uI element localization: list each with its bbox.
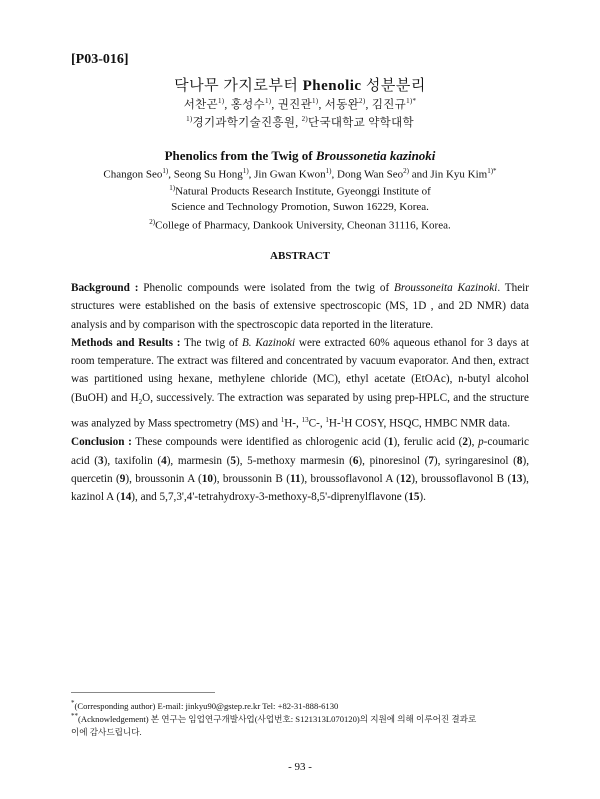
abstract-body: Background : Phenolic compounds were isolated from the twig of Broussoneita Kazinoki. Their structures were established on the basis of extensive spectroscopic (MS, 1D , and 2D NMR) data analysis and by comparison with the spectroscopic data reported in the literature. Methods and Results : The twig of B. Kazinoki were extracted 60% aqueous ethanol for 3 days at room temperature. The extract was filtered and concentrated by vacuum evaporator. And then, extract was partitioned using hexane, methylene chloride (MC), ethyl acetate (EtOAc), n-butyl alcohol (BuOH) and $H_2O$, successively. The extraction was separated by using prep-HPLC, and the structure was analyzed by Mass spectrometry (MS) and $^1$H-, $^{13}$C-, $^1$H-$^1$H COSY, HSQC, HMBC NMR data. Conclusion : These compounds were identified as chlorogenic acid (1), ferulic acid (2), p-coumaric acid (3), taxifolin (4), marmesin (5), 5-methoxy marmesin (6), pinoresinol (7), syringaresinol (8), quercetin (9), broussonin A (10), broussonin B (11), broussoflavonol A (12), broussoflavonol B (13), kazinol A (14), and 5,7,3',4'-tetrahydroxy-3-methoxy-8,5'-diprenylflavone (15). bbox=[71, 282, 530, 504]
korean-affiliations: $^{1)}$경기과학기술진흥원, $^{2)}$단국대학교 약학대학 bbox=[186, 115, 414, 129]
en-author: Dong Wan Seo bbox=[337, 168, 404, 181]
conclusion-label: Conclusion : bbox=[71, 436, 132, 449]
ko-author: 서동완 bbox=[324, 99, 360, 111]
affiliation-1-line-2: Science and Technology Promotion, Suwon 16229, Korea. bbox=[171, 201, 429, 213]
en-author: Jin Gwan Kwon bbox=[254, 168, 326, 181]
korean-title bbox=[0, 74, 600, 95]
ko-affiliation: 경기과학기술진흥원 bbox=[192, 117, 296, 129]
ko-author: 홍성수 bbox=[230, 99, 265, 111]
ko-affiliation: 단국대학교 약학대학 bbox=[308, 117, 414, 129]
korean-title-post: 성분분리 bbox=[361, 78, 426, 94]
en-author: Changon Seo bbox=[103, 168, 163, 181]
ko-author: 서찬곤 bbox=[183, 99, 218, 111]
methods-label: Methods and Results : bbox=[71, 336, 181, 349]
affiliation-1-line-1: $^{1)}$Natural Products Research Institute, Gyeonggi Institute of bbox=[169, 184, 431, 198]
ko-author: 김진규 bbox=[371, 99, 407, 111]
english-title-species: Broussonetia kazinoki bbox=[315, 148, 436, 163]
korean-authors: 서찬곤$^{1)}$, 홍성수$^{1)}$, 권진관$^{1)}$, 서동완$^{2)}$, 김진규$^{1)*}$ bbox=[183, 97, 417, 111]
affiliation-2: $^{2)}$College of Pharmacy, Dankook University, Cheonan 31116, Korea. bbox=[149, 218, 451, 232]
en-author: Jin Kyu Kim bbox=[430, 168, 488, 181]
background-label: Background : bbox=[71, 282, 139, 294]
korean-title-pre: 닥나무 가지로부터 bbox=[174, 78, 303, 94]
abstract-code: [P03-016] bbox=[71, 52, 129, 67]
ko-author: 권진관 bbox=[277, 99, 312, 111]
english-title-pre: Phenolics from the Twig of bbox=[164, 148, 316, 163]
english-title bbox=[0, 148, 600, 164]
footnote-corresponding: *(Corresponding author) E-mail: jinkyu90@gstep.re.kr Tel: +82-31-888-6130 bbox=[71, 699, 339, 711]
footnote-divider bbox=[71, 692, 215, 693]
page-number: - 93 - bbox=[288, 761, 312, 773]
abstract-heading: ABSTRACT bbox=[270, 250, 330, 262]
en-author: Seong Su Hong bbox=[173, 168, 243, 181]
korean-title-bold: Phenolic bbox=[302, 78, 362, 94]
footnote-acknowledgement: **(Acknowledgement) 본 연구는 임업연구개발사업(사업번호: S121313L070120)의 지원에 의해 이루어진 결과로 이에 감사드립니다. bbox=[71, 712, 477, 737]
english-authors: Changon Seo$^{1)}$, Seong Su Hong$^{1)}$, Jin Gwan Kwon$^{1)}$, Dong Wan Seo$^{2)}$ and Jin Kyu Kim$^{1)*}$ bbox=[103, 167, 497, 181]
